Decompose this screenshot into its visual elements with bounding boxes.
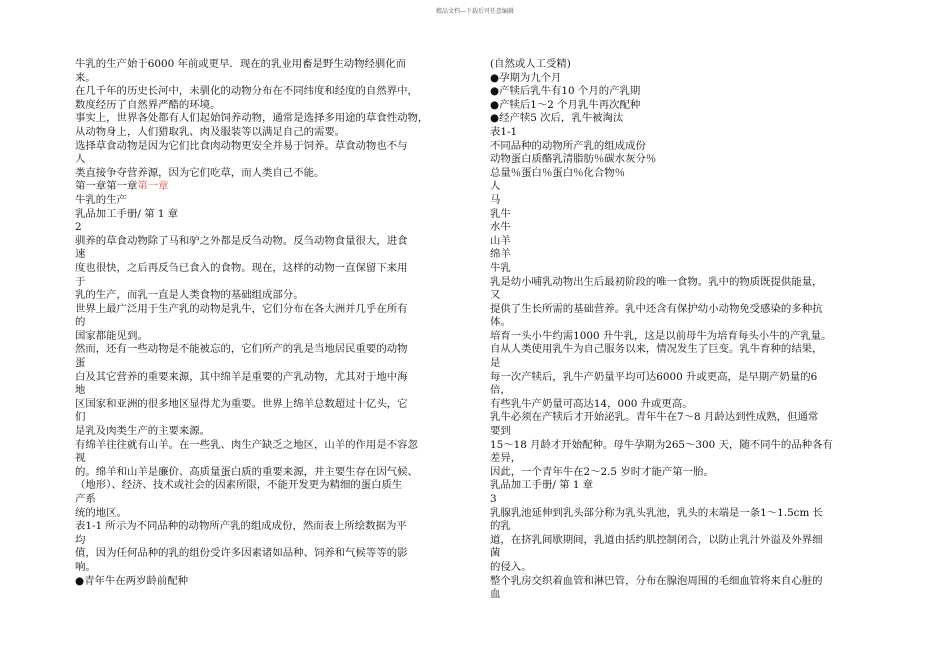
right-text-line: 倍，: [490, 384, 511, 397]
right-text-line: 提供了生长所需的基础营养。乳中还含有保护幼小动物免受感染的多种抗: [490, 302, 823, 315]
right-text-line: (自然或人工受精): [490, 58, 571, 70]
left-text-line: 速: [75, 248, 86, 261]
left-text-line: 蛋: [75, 357, 86, 370]
right-text-line: 培育一头小牛约需1000 升牛乳，这是以前母牛为培育每头小牛的产乳量。: [490, 329, 832, 342]
page-header-note: 精品文档---下载后可任意编辑: [435, 8, 515, 15]
left-text-line: 类直接争夺营养源，因为它们吃草，而人类自己不能。: [75, 166, 325, 179]
left-text-line: 均: [75, 533, 86, 546]
right-text-line: 马: [490, 193, 501, 206]
right-text-line: ●经产犊5 次后，乳牛被淘汰: [490, 112, 624, 125]
right-text-line: 不同品种的动物所产乳的组成成份: [490, 139, 646, 152]
left-text-line: 视: [75, 452, 86, 465]
right-text-line: 又: [490, 289, 501, 302]
left-text-column: [75, 58, 465, 588]
left-text-line: 牛乳的生产: [75, 193, 127, 206]
left-text-line: 度也很快，之后再反刍已食入的食物。现在，这样的动物一直保留下来用: [75, 261, 408, 274]
chapter-heading-highlight: 第一章: [137, 180, 169, 193]
left-text-line: 有绵羊往往就有山羊。在一些乳、肉生产缺乏之地区，山羊的作用是不容忽: [75, 438, 418, 451]
chapter-heading: 第一章第一章: [75, 180, 138, 193]
right-text-line: 有些乳牛产奶量可高达14，000 升或更高。: [490, 397, 693, 410]
left-text-line: 驯养的草食动物除了马和驴之外都是反刍动物。反刍动物食量很大，进食: [75, 234, 408, 247]
left-text-line: （地形）、经济、技术或社会的因素所限，不能开发更为精细的蛋白质生: [75, 479, 403, 492]
right-text-line: 乳是幼小哺乳动物出生后最初阶段的唯一食物。乳中的物质既提供能量，: [490, 275, 823, 288]
left-text-line: 表1-1 所示为不同品种的动物所产乳的组成成份，然而表上所绘数据为平: [75, 520, 407, 533]
right-text-line: 要到: [490, 425, 511, 438]
left-text-line: 事实上，世界各处都有人们起始饲养动物，通常是选择多用途的草食性动物，: [75, 112, 429, 125]
left-text-line: 于: [75, 275, 86, 288]
left-text-line: 的。绵羊和山羊是廉价、高质量蛋白质的重要来源，并主要生存在因气候、: [75, 465, 418, 478]
left-text-line: 2: [75, 221, 82, 234]
left-text-line: 乳品加工手册/ 第 1 章: [75, 207, 179, 220]
right-text-line: 水牛: [490, 221, 511, 234]
left-text-line: 牛乳的生产始于6000 年前或更早．现在的乳业用畜是野生动物经驯化而: [75, 58, 407, 70]
right-text-line: ●孕期为九个月: [490, 71, 562, 84]
left-text-line: 然而，还有一些动物是不能被忘的，它们所产的乳是当地居民重要的动物: [75, 343, 408, 356]
right-text-line: ●产犊后乳牛有10 个月的产乳期: [490, 85, 641, 98]
right-text-line: 菌: [490, 547, 501, 560]
left-text-line: ●青年牛在两岁龄前配种: [75, 574, 188, 587]
left-text-line: 选择草食动物是因为它们比食肉动物更安全并易于饲养。草食动物也不与: [75, 139, 408, 152]
right-text-line: 的乳: [490, 520, 511, 533]
right-text-line: 绵羊: [490, 248, 511, 261]
right-text-line: 牛乳: [490, 261, 511, 274]
left-text-line: [75, 180, 465, 194]
left-text-line: 白及其它营养的重要来源，其中绵羊是重要的产乳动物，尤其对于地中海: [75, 370, 408, 383]
right-text-line: 道，在挤乳间歇期间，乳道由括约肌控制闭合，以防止乳汁外溢及外界细: [490, 533, 823, 546]
right-text-line: 的侵入。: [490, 560, 532, 573]
right-text-line: 体。: [490, 316, 511, 329]
right-text-line: 山羊: [490, 234, 511, 247]
left-text-line: 数度经历了自然界严酷的环境。: [75, 98, 221, 111]
left-text-line: 国家都能见到。: [75, 329, 148, 342]
right-text-line: 整个乳房交织着血管和淋巴管，分布在腺泡周围的毛细血管将来自心脏的: [490, 574, 823, 587]
left-text-line: 是乳及肉类生产的主要来源。: [75, 425, 211, 438]
left-text-line: 们: [75, 411, 86, 424]
right-text-line: ●产犊后1～2 个月乳牛再次配种: [490, 98, 641, 111]
right-text-line: 乳牛: [490, 207, 511, 220]
left-text-line: 产系: [75, 493, 96, 505]
left-text-line: 在几千年的历史长河中，未驯化的动物分布在不同纬度和经度的自然界中，: [75, 85, 418, 98]
left-text-line: 人: [75, 153, 86, 166]
right-text-line: 总量％蛋白％蛋白％化合物％: [490, 166, 626, 179]
left-text-line: 乳的生产，而乳一直是人类食物的基础组成部分。: [75, 289, 304, 302]
right-text-line: 表1-1: [490, 125, 518, 138]
right-text-line: 3: [490, 493, 497, 505]
right-text-line: 动物蛋白质酪乳清脂肪％碳水灰分％: [490, 153, 657, 166]
right-text-line: 是: [490, 357, 501, 370]
right-text-line: 每一次产犊后，乳牛产奶量平均可达6000 升或更高，是早期产奶量的6: [490, 370, 818, 383]
left-text-line: 世界上最广泛用于生产乳的动物是乳牛，它们分布在各大洲并几乎在所有: [75, 302, 408, 315]
right-text-line: 人: [490, 180, 501, 193]
left-text-line: 来。: [75, 71, 96, 84]
right-text-line: 15～18 月龄才开始配种。母牛孕期为265～300 天，随不同牛的品种各有: [490, 438, 833, 451]
right-text-line: 差异，: [490, 452, 522, 465]
left-text-line: 值，因为任何品种的乳的组份受许多因素诸如品种、饲养和气候等等的影: [75, 547, 408, 560]
right-text-line: 自从人类使用乳牛为自己服务以来，情况发生了巨变。乳牛育种的结果，: [490, 343, 823, 356]
left-text-line: 统的地区。: [75, 506, 127, 519]
left-text-line: 响。: [75, 560, 96, 573]
left-text-line: 地: [75, 384, 86, 397]
right-text-line: 乳品加工手册/ 第 1 章: [490, 479, 594, 492]
right-text-line: 乳腺乳池延伸到乳头部分称为乳头乳池，乳头的末端是一条1～1.5cm 长: [490, 506, 824, 519]
right-text-column: [490, 58, 875, 602]
left-text-line: 区国家和亚洲的很多地区显得尤为重要。世界上绵羊总数超过十亿头，它: [75, 397, 408, 410]
left-text-line: 从动物身上，人们猎取乳、肉及服装等以满足自己的需要。: [75, 125, 346, 138]
left-text-line: 的: [75, 316, 86, 329]
right-text-line: 血: [490, 588, 501, 601]
right-text-line: 乳牛必须在产犊后才开始泌乳。青年牛在7～8 月龄达到性成熟，但通常: [490, 411, 819, 424]
right-text-line: 因此，一个青年牛在2～2.5 岁时才能产第一胎。: [490, 465, 714, 478]
